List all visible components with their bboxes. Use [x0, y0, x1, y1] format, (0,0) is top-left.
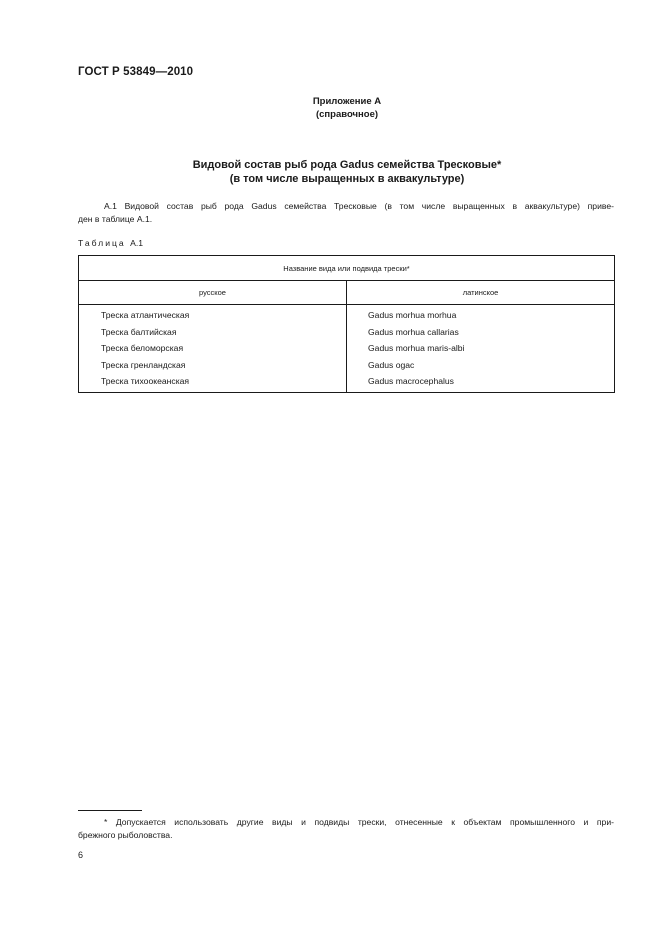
cell-russian-name: Треска тихоокеанская [79, 373, 347, 392]
intro-paragraph-line1: А.1 Видовой состав рыб рода Gadus семейства Тресковые (в том числе выращенных в аквакультуре) приве- [104, 201, 614, 211]
intro-paragraph-line2: ден в таблице А.1. [78, 214, 153, 224]
table-row [79, 373, 615, 392]
standard-code: ГОСТ Р 53849—2010 [78, 66, 194, 78]
column-header-russian: русское [79, 281, 347, 305]
cell-latin-name: Gadus morhua callarias [347, 324, 615, 341]
cell-latin-name: Gadus morhua morhua [347, 305, 615, 324]
cell-latin-name: Gadus ogac [347, 357, 615, 374]
cell-russian-name: Треска атлантическая [79, 305, 347, 324]
species-table [78, 255, 615, 393]
intro-paragraph [78, 200, 614, 226]
footnote [78, 816, 614, 842]
table-row [79, 340, 615, 357]
cell-russian-name: Треска балтийская [79, 324, 347, 341]
table-caption-prefix: Таблица [78, 238, 126, 248]
table-subheader-row [79, 281, 615, 305]
section-title-line1: Видовой состав рыб рода Gadus семейства Тресковые* [192, 159, 502, 171]
table-row [79, 305, 615, 324]
appendix-type: (справочное) [315, 109, 379, 120]
table-header-main: Название вида или подвида трески* [79, 256, 615, 281]
footnote-line2: брежного рыболовства. [78, 830, 173, 840]
table-caption [78, 238, 143, 248]
table-header-row [79, 256, 615, 281]
page-number: 6 [78, 850, 84, 860]
cell-russian-name: Треска беломорская [79, 340, 347, 357]
cell-latin-name: Gadus macrocephalus [347, 373, 615, 392]
table-row [79, 357, 615, 374]
footnote-separator [78, 810, 142, 811]
table-caption-number: А.1 [130, 238, 143, 248]
table-row [79, 324, 615, 341]
cell-latin-name: Gadus morhua maris-albi [347, 340, 615, 357]
cell-russian-name: Треска гренландская [79, 357, 347, 374]
appendix-label: Приложение А [312, 96, 382, 107]
appendix-heading [0, 95, 661, 121]
section-title [0, 158, 661, 186]
footnote-line1: * Допускается использовать другие виды и подвиды трески, отнесенные к объектам промышленного и при- [104, 817, 614, 827]
column-header-latin: латинское [347, 281, 615, 305]
section-title-line2: (в том числе выращенных в аквакультуре) [229, 173, 465, 185]
